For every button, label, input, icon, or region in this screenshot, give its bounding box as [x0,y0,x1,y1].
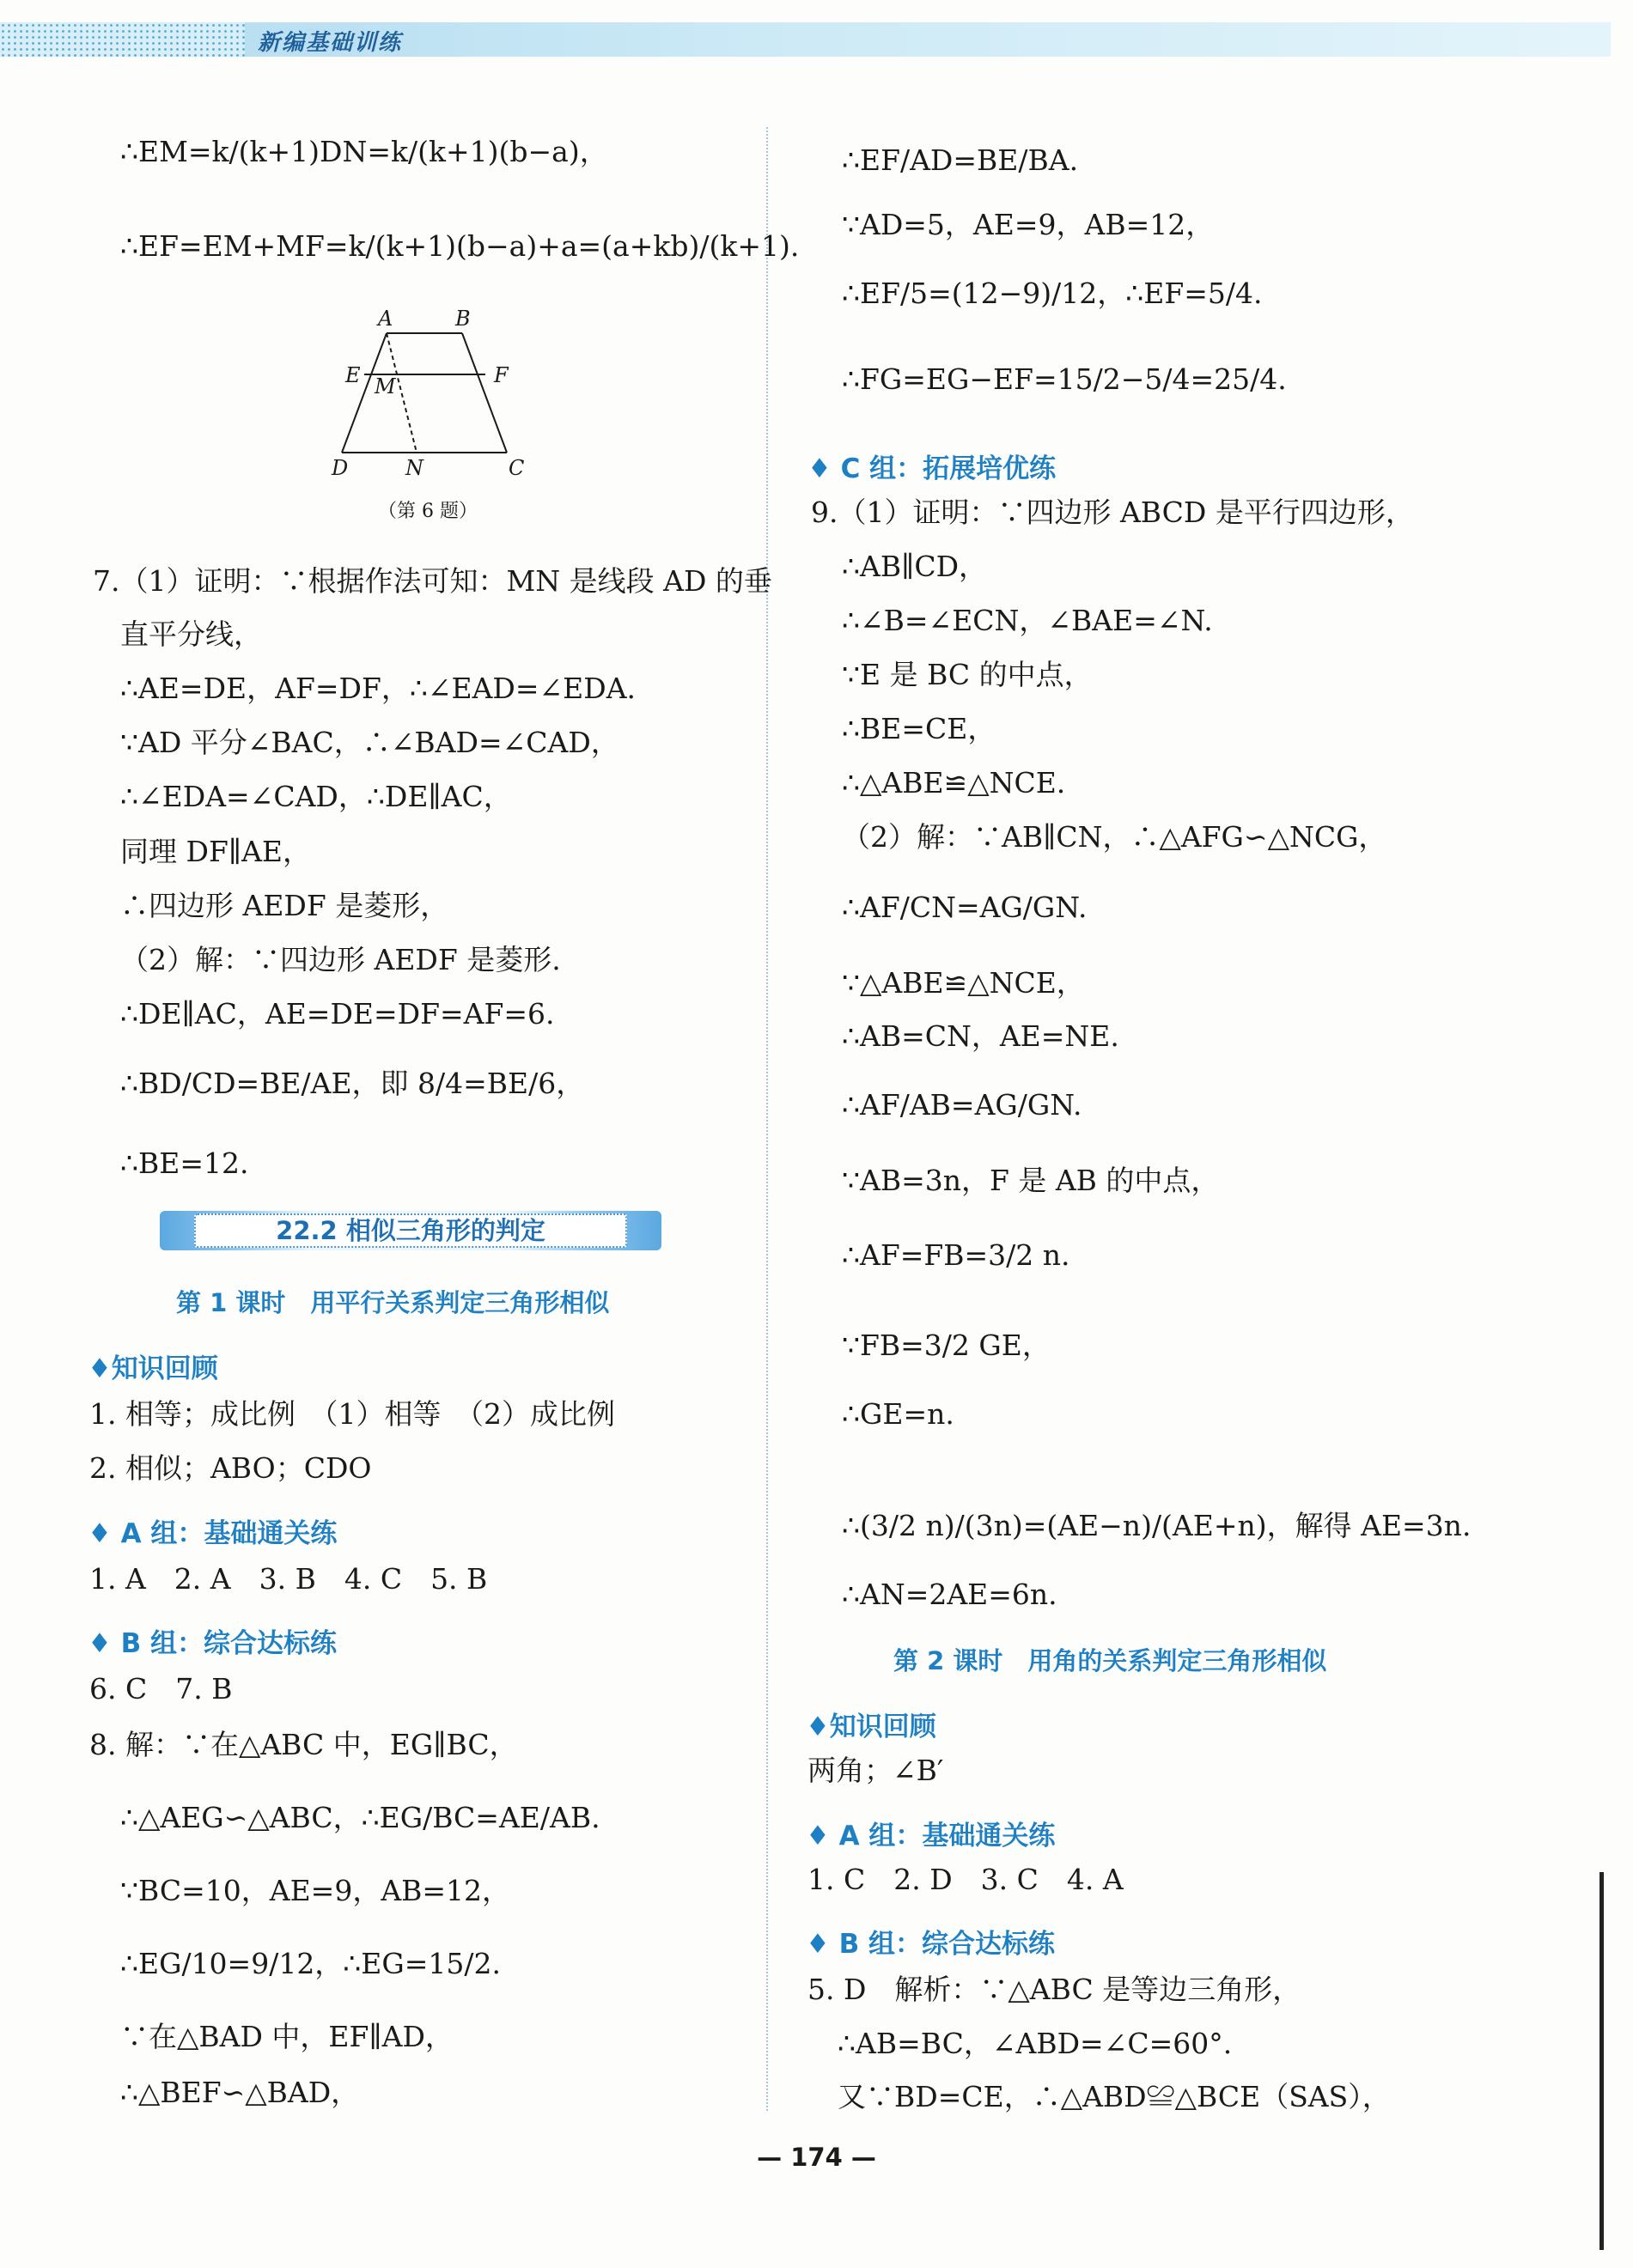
group-b-answers-left: 6. C 7. B [89,1672,233,1706]
q7-line5: ∴∠EDA=∠CAD，∴DE∥AC， [120,780,512,813]
r-top-line4: ∴FG=EG−EF=15/2−5/4=25/4. [842,362,1287,396]
label-f: F [494,363,509,387]
q8-line2: ∴△AEG∽△ABC，∴EG/BC=AE/AB. [120,1801,600,1834]
label-e: E [345,363,361,387]
q7-line8: （2）解：∵四边形 AEDF 是菱形. [120,943,561,976]
group-a-answers-right: 1. C 2. D 3. C 4. A [807,1863,1124,1896]
knowledge-answer-right: 两角；∠B′ [807,1754,944,1787]
knowledge-review-head-left: ♦知识回顾 [88,1353,218,1384]
group-a-answers-left: 1. A 2. A 3. B 4. C 5. B [89,1562,488,1596]
q9-line13: ∴AF=FB=3/2 n. [842,1238,1070,1272]
group-c-head: ♦ C 组：拓展培优练 [807,453,1057,484]
eq-em: ∴EM=k/(k+1)DN=k/(k+1)(b−a)， [120,135,608,168]
q9-line1: 9.（1）证明：∵四边形 ABCD 是平行四边形， [811,496,1414,529]
knowledge-answer-2: 2. 相似；ABO；CDO [89,1451,372,1485]
q9-line8: ∴AF/CN=AG/GN. [842,891,1088,924]
q7-line11: ∴BE=12. [120,1146,249,1180]
group-a-head-left: ♦ A 组：基础通关练 [88,1518,338,1549]
section-title: 22.2 相似三角形的判定 [194,1213,627,1248]
header-dot-pattern [0,22,245,57]
column-divider [766,127,768,2111]
q7-line7: ∴四边形 AEDF 是菱形， [120,889,449,922]
q9-line7: （2）解：∵AB∥CN，∴△AFG∽△NCG， [842,820,1387,854]
q8-line5: ∵在△BAD 中，EF∥AD， [120,2020,454,2053]
q9-line9: ∵△ABE≌△NCE， [842,966,1085,1000]
knowledge-answer-1: 1. 相等；成比例 （1）相等 （2）成比例 [89,1397,615,1431]
q7-line1: 7.（1）证明：∵根据作法可知：MN 是线段 AD 的垂 [93,564,772,598]
label-c: C [509,456,525,480]
q7-line4: ∵AD 平分∠BAC，∴∠BAD=∠CAD， [120,726,619,759]
page-header [0,22,1611,57]
q9-line15: ∴GE=n. [842,1397,954,1431]
q7-line9: ∴DE∥AC，AE=DE=DF=AF=6. [120,997,555,1031]
eq-ef: ∴EF=EM+MF=k/(k+1)(b−a)+a=(a+kb)/(k+1). [120,229,800,263]
label-d: D [332,456,349,480]
q8-line4: ∴EG/10=9/12，∴EG=15/2. [120,1947,502,1980]
q9-line12: ∵AB=3n，F 是 AB 的中点， [842,1164,1220,1197]
label-n: N [405,456,423,480]
lesson-1-title: 第 1 课时 用平行关系判定三角形相似 [176,1288,610,1317]
group-b-head-left: ♦ B 组：综合达标练 [88,1628,338,1659]
q5-line3: 又∵BD=CE，∴△ABD≌△BCE（SAS）， [838,2080,1391,2113]
q9-line5: ∴BE=CE， [842,712,996,745]
scan-edge-bar [1599,1872,1604,2250]
page-number: — 174 — [757,2143,876,2172]
section-title-box [160,1211,661,1250]
q8-line3: ∵BC=10，AE=9，AB=12， [120,1874,511,1907]
figure-caption: （第 6 题） [378,501,478,522]
book-title: 新编基础训练 [258,30,403,56]
r-top-line3: ∴EF/5=(12−9)/12，∴EF=5/4. [842,277,1263,310]
q9-line16: ∴(3/2 n)/(3n)=(AE−n)/(AE+n)，解得 AE=3n. [842,1509,1472,1542]
lesson-2-title: 第 2 课时 用角的关系判定三角形相似 [893,1646,1327,1675]
q9-line10: ∴AB=CN，AE=NE. [842,1019,1119,1053]
r-top-line1: ∴EF/AD=BE/BA. [842,143,1079,177]
label-m: M [375,374,396,398]
q9-line17: ∴AN=2AE=6n. [842,1578,1057,1611]
q9-line4: ∵E 是 BC 的中点， [842,658,1093,691]
group-a-head-right: ♦ A 组：基础通关练 [806,1821,1056,1851]
r-top-line2: ∵AD=5，AE=9，AB=12， [842,208,1215,241]
label-b: B [455,307,471,331]
q7-line3: ∴AE=DE，AF=DF，∴∠EAD=∠EDA. [120,672,637,705]
q9-line14: ∵FB=3/2 GE， [842,1329,1051,1362]
trapezoid-figure [318,305,541,489]
group-b-head-right: ♦ B 组：综合达标练 [806,1929,1056,1960]
knowledge-review-head-right: ♦知识回顾 [806,1712,936,1742]
q5-line2: ∴AB=BC，∠ABD=∠C=60°. [838,2027,1233,2060]
q8-line1: 8. 解：∵在△ABC 中，EG∥BC， [89,1728,518,1761]
q9-line2: ∴AB∥CD， [842,550,988,583]
q9-line6: ∴△ABE≌△NCE. [842,766,1066,800]
q7-line6: 同理 DF∥AE， [120,835,312,868]
q9-line3: ∴∠B=∠ECN，∠BAE=∠N. [842,604,1213,637]
side-bc [462,333,507,453]
q5-line1: 5. D 解析：∵△ABC 是等边三角形， [807,1973,1301,2006]
q8-line6: ∴△BEF∽△BAD， [120,2076,360,2109]
q7-line2: 直平分线， [120,617,262,651]
label-a: A [378,307,393,331]
q7-line10: ∴BD/CD=BE/AE，即 8/4=BE/6， [120,1067,585,1100]
q9-line11: ∴AF/AB=AG/GN. [842,1088,1082,1122]
header-band [245,22,1611,57]
